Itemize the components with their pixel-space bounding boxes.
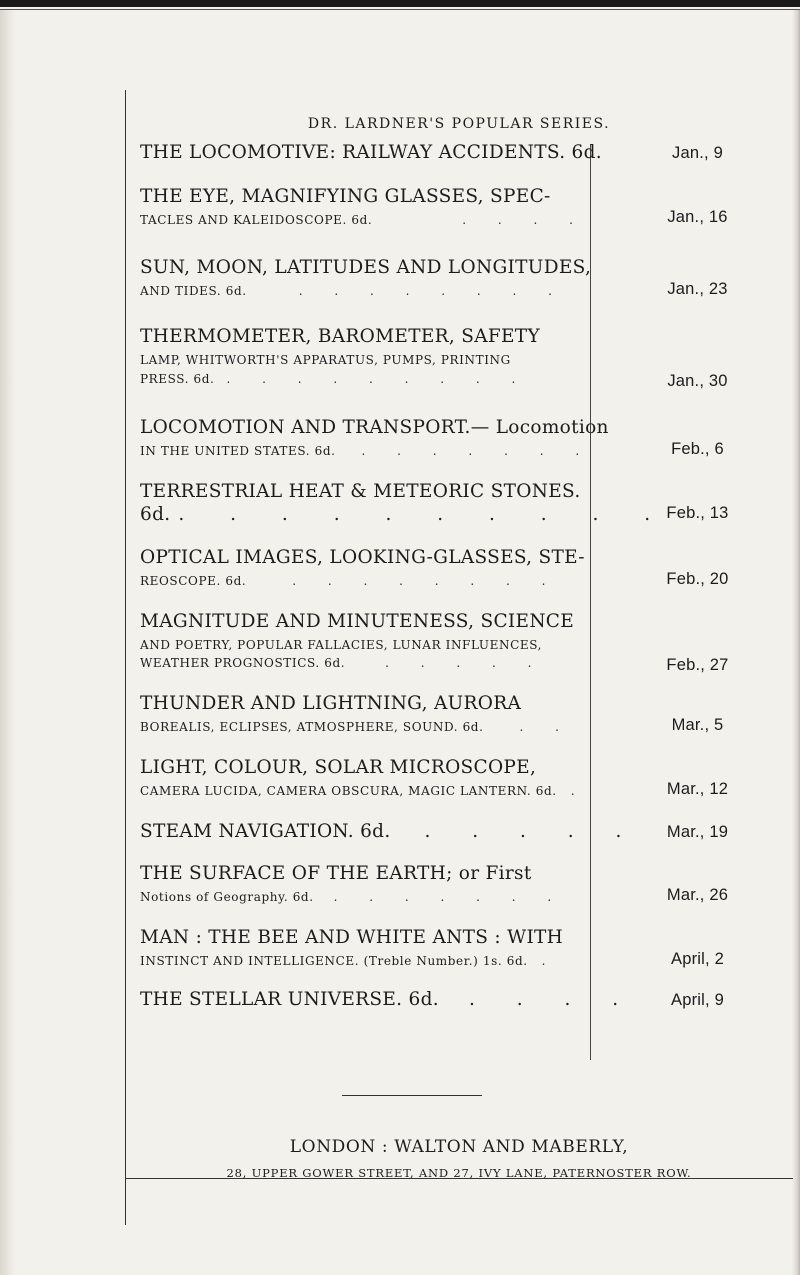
entry-subtitle: CAMERA LUCIDA, CAMERA OBSCURA, MAGIC LANTERN. 6d. <box>140 784 557 798</box>
series-header: DR. LARDNER'S POPULAR SERIES. <box>307 116 611 132</box>
entry-subtitle: LAMP, WHITWORTH'S APPARATUS, PUMPS, PRINTING <box>140 353 511 367</box>
entry-subtitle: AND TIDES. 6d. <box>140 284 247 298</box>
list-item <box>140 143 785 163</box>
entry-date: Jan., 23 <box>667 280 728 298</box>
list-item: THE EYE, MAGNIFYING GLASSES, SPEC- TACLES AND KALEIDOSCOPE. 6d. . . . . Jan., 16 <box>140 187 785 227</box>
top-rule-thin <box>0 9 800 10</box>
top-rule <box>0 0 800 7</box>
entry-title: MAN : THE BEE AND WHITE ANTS : WITH <box>140 927 564 948</box>
entry-date: Mar., 26 <box>666 886 729 904</box>
entry-subtitle: TACLES AND KALEIDOSCOPE. 6d. <box>140 213 373 227</box>
entry-subtitle: INSTINCT AND INTELLIGENCE. (Treble Number.) 1s. 6d. <box>140 954 528 968</box>
entry-subtitle: REOSCOPE. 6d. <box>140 574 247 588</box>
entry-date: Feb., 6 <box>671 440 724 458</box>
publisher-line: LONDON : WALTON AND MABERLY, <box>289 1137 629 1157</box>
entry-title: STEAM NAVIGATION. 6d. <box>140 821 391 842</box>
entry-date: Mar., 12 <box>666 780 729 798</box>
entry-title: OPTICAL IMAGES, LOOKING-GLASSES, STE- <box>140 547 585 568</box>
list-item: STEAM NAVIGATION. 6d. . . . . . Mar., 19 <box>140 822 785 842</box>
entry-date: April, 9 <box>671 991 724 1009</box>
list-item: SUN, MOON, LATITUDES AND LONGITUDES, AND TIDES. 6d. . . . . . . . . Jan., 23 <box>140 258 785 298</box>
entry-title: THUNDER AND LIGHTNING, AURORA <box>140 693 522 714</box>
entry-title: THE STELLAR UNIVERSE. 6d. <box>140 989 439 1010</box>
list-item: THUNDER AND LIGHTNING, AURORA BOREALIS, ECLIPSES, ATMOSPHERE, SOUND. 6d. . . Mar., 5 <box>140 694 785 734</box>
list-item: OPTICAL IMAGES, LOOKING-GLASSES, STE- REOSCOPE. 6d. . . . . . . . . Feb., 20 <box>140 548 785 588</box>
list-item: TERRESTRIAL HEAT & METEORIC STONES. 6d. . . . . . . . . . . Feb., 13 <box>140 482 785 525</box>
entry-date: Jan., 9 <box>672 144 723 162</box>
entry-date: Mar., 19 <box>666 823 729 841</box>
entry-title: LIGHT, COLOUR, SOLAR MICROSCOPE, <box>140 757 537 778</box>
entry-subtitle: BOREALIS, ECLIPSES, ATMOSPHERE, SOUND. 6d. <box>140 720 484 734</box>
list-item: MAGNITUDE AND MINUTENESS, SCIENCE AND POETRY, POPULAR FALLACIES, LUNAR INFLUENCES, WEATHER PROGNOSTICS. 6d. . . . . . Feb., 27 <box>140 612 785 670</box>
entry-title: THERMOMETER, BAROMETER, SAFETY <box>140 326 540 347</box>
entry-date: Feb., 20 <box>666 570 729 588</box>
entry-date: April, 2 <box>671 950 724 968</box>
entry-title: TERRESTRIAL HEAT & METEORIC STONES. <box>140 481 581 502</box>
entry-date: Feb., 13 <box>666 504 729 522</box>
list-item: THE STELLAR UNIVERSE. 6d. . . . . April, 9 <box>140 990 785 1010</box>
page-edge-left <box>0 10 16 1275</box>
list-item: THE SURFACE OF THE EARTH; or First Notions of Geography. 6d. . . . . . . . Mar., 26 <box>140 864 785 904</box>
entry-title: THE LOCOMOTIVE: RAILWAY ACCIDENTS. 6d. <box>140 142 602 163</box>
footer-divider <box>342 1095 482 1096</box>
entry-date: Mar., 5 <box>671 716 724 734</box>
list-item: LOCOMOTION AND TRANSPORT.— Locomotion IN THE UNITED STATES. 6d. . . . . . . . Feb., 6 <box>140 418 785 458</box>
list-item: LIGHT, COLOUR, SOLAR MICROSCOPE, CAMERA LUCIDA, CAMERA OBSCURA, MAGIC LANTERN. 6d. . Mar., 12 <box>140 758 785 798</box>
entry-subtitle: IN THE UNITED STATES. 6d. <box>140 444 336 458</box>
list-item: MAN : THE BEE AND WHITE ANTS : WITH INSTINCT AND INTELLIGENCE. (Treble Number.) 1s. 6d. . April, 2 <box>140 928 785 968</box>
entry-date: Jan., 16 <box>667 208 728 226</box>
entry-subtitle: AND POETRY, POPULAR FALLACIES, LUNAR INFLUENCES, <box>140 638 543 652</box>
entry-date: Jan., 30 <box>667 372 728 390</box>
publisher-address: 28, UPPER GOWER STREET, AND 27, IVY LANE, PATERNOSTER ROW. <box>226 1166 692 1180</box>
entry-title: THE EYE, MAGNIFYING GLASSES, SPEC- <box>140 186 551 207</box>
entry-title: LOCOMOTION AND TRANSPORT.— Locomotion <box>140 417 609 438</box>
entry-title: SUN, MOON, LATITUDES AND LONGITUDES, <box>140 257 592 278</box>
entry-subtitle-line2: PRESS. 6d. <box>140 372 215 386</box>
list-item: THERMOMETER, BAROMETER, SAFETY LAMP, WHITWORTH'S APPARATUS, PUMPS, PRINTING PRESS. 6d. . . . . . . . . . Jan., 30 <box>140 327 785 386</box>
entry-title: MAGNITUDE AND MINUTENESS, SCIENCE <box>140 611 575 632</box>
entry-date: Feb., 27 <box>666 656 729 674</box>
entry-subtitle: Notions of Geography. 6d. <box>140 890 314 904</box>
entry-subtitle-line2: WEATHER PROGNOSTICS. 6d. <box>140 656 346 670</box>
entry-subtitle: 6d. <box>140 504 171 525</box>
entry-title: THE SURFACE OF THE EARTH; or First <box>140 863 532 884</box>
